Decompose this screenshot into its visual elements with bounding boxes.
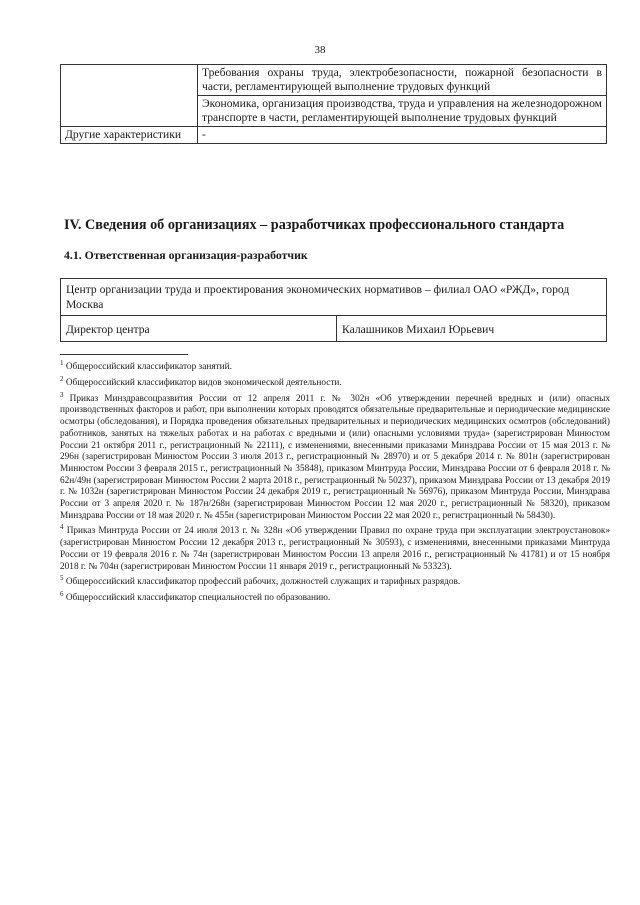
footnote-marker: 5	[60, 574, 64, 583]
footnote-marker: 3	[60, 390, 64, 399]
footnote-text: Общероссийский классификатор занятий.	[65, 362, 232, 373]
footnotes	[60, 358, 610, 605]
subsection-title: 4.1. Ответственная организация-разработчик	[64, 248, 308, 262]
requirements-table	[60, 64, 607, 144]
organization-table	[60, 278, 607, 342]
requirement-item-1: Требования охраны труда, электробезопасности, пожарной безопасности в части, регламентирующей выполнение трудовых функций	[198, 65, 607, 96]
footnote-marker: 6	[60, 590, 64, 599]
footnote	[60, 390, 610, 523]
director-name: Калашников Михаил Юрьевич	[337, 316, 607, 342]
organization-name: Центр организации труда и проектирования экономических нормативов – филиал ОАО «РЖД», город Москва	[61, 279, 607, 316]
footnote-text: Общероссийский классификатор видов экономической деятельности.	[65, 377, 342, 388]
footnote	[60, 522, 610, 573]
footnote-marker: 1	[60, 359, 64, 367]
footnote	[60, 358, 610, 374]
footnote	[60, 589, 610, 605]
footnote-marker: 4	[60, 523, 64, 532]
other-characteristics-value: -	[198, 127, 607, 144]
footnote-text: Общероссийский классификатор специальностей по образованию.	[65, 593, 331, 604]
empty-label-cell	[61, 65, 198, 127]
footnote	[60, 374, 610, 390]
footnote-text: Приказ Минздравсоцразвития России от 12 апреля 2011 г. № 302н «Об утверждении перечней вредных и (или) опасных производственных факторов и работ, при выполнении которых проводятся обязательные предварительные и периодические медицинские осмотры (обследования), и Порядка проведения обязательных предварительных и периодических медицинских осмотров (обследований) работников, занятых на тяжелых работах и на работах с вредными и (или) опасными условиями труда» (зарегистрирован Минюстом России 21 октября 2011 г., регистрационный № 22111), с изменениями, внесенными приказами Минздрава России от 15 мая 2013 г. № 296н (зарегистрирован Минюстом России 3 июля 2013 г., регистрационный № 28970) и от 5 декабря 2014 г. № 801н (зарегистрирован Минюстом России 3 февраля 2015 г., регистрационный № 35848), приказом Минтруда России, Минздрава России от 6 февраля 2018 г. № 62н/49н (зарегистрирован Минюстом России 2 марта 2018 г., регистрационный № 50237), приказом Минздрава России от 13 декабря 2019 г. № 1032н (зарегистрирован Минюстом России 24 декабря 2019 г., регистрационный № 56976), приказом Минтруда России, Минздрава России от 3 апреля 2020 г. № 187н/268н (зарегистрирован Минюстом России 12 мая 2020 г., регистрационный № 58320), приказом Минздрава России от 18 мая 2020 г. № 455н (зарегистрирован Минюстом России 22 мая 2020 г., регистрационный № 58430).	[60, 393, 610, 521]
footnote-divider	[60, 354, 188, 355]
footnote	[60, 573, 610, 589]
director-position: Директор центра	[61, 316, 337, 342]
other-characteristics-label: Другие характеристики	[61, 127, 198, 144]
footnote-text: Приказ Минтруда России от 24 июля 2013 г. № 328н «Об утверждении Правил по охране труда при эксплуатации электроустановок» (зарегистрирован Минюстом России 12 декабря 2013 г., регистрационный № 30593), с изменениями, внесенными приказами Минтруда России от 19 февраля 2016 г. № 74н (зарегистрирован Минюстом России 13 апреля 2016 г., регистрационный № 41781) и от 15 ноября 2018 г. № 704н (зарегистрирован Минюстом России 11 января 2019 г., регистрационный № 53323).	[60, 526, 611, 572]
section-title: IV. Сведения об организациях – разработчиках профессионального стандарта	[64, 217, 565, 233]
requirement-item-2: Экономика, организация производства, труда и управления на железнодорожном транспорте в части, регламентирующей выполнение трудовых функций	[198, 96, 607, 127]
footnote-marker: 2	[60, 374, 64, 383]
page-number: 38	[314, 44, 326, 56]
footnote-text: Общероссийский классификатор профессий рабочих, должностей служащих и тарифных разрядов.	[65, 577, 461, 588]
